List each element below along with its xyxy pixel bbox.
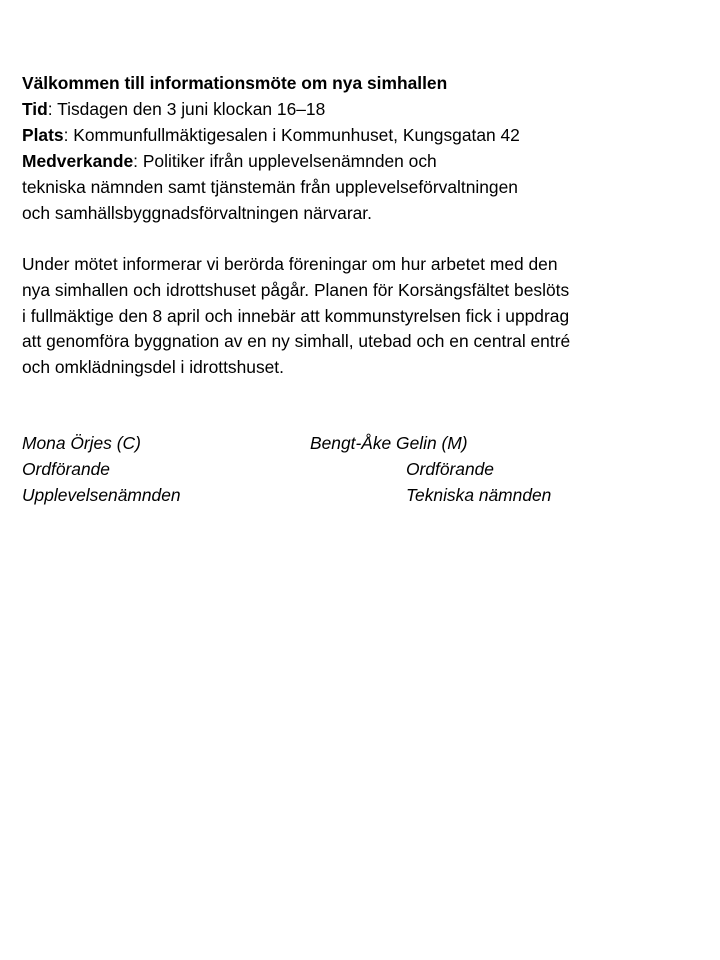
- body-line: att genomföra byggnation av en ny simhall, utebad och en central entré: [22, 331, 571, 351]
- participants-value-1: : Politiker ifrån upplevelsenämnden och: [133, 151, 437, 171]
- body-line: i fullmäktige den 8 april och innebär att kommunstyrelsen fick i uppdrag: [22, 306, 570, 326]
- time-line: [22, 99, 325, 119]
- time-label: Tid: [22, 99, 48, 119]
- signature-role-left: Ordförande: [22, 459, 110, 479]
- participants-line-2: tekniska nämnden samt tjänstemän från upplevelseförvaltningen: [22, 177, 518, 197]
- place-value: : Kommunfullmäktigesalen i Kommunhuset, Kungsgatan 42: [63, 125, 520, 145]
- participants-line-3: och samhällsbyggnadsförvaltningen närvarar.: [22, 203, 372, 223]
- body-line: nya simhallen och idrottshuset pågår. Planen för Korsängsfältet beslöts: [22, 280, 570, 300]
- signature-role-right: Ordförande: [406, 459, 494, 479]
- body-line: och omklädningsdel i idrottshuset.: [22, 357, 284, 377]
- signature-committee-left: Upplevelsenämnden: [22, 485, 181, 505]
- time-value: : Tisdagen den 3 juni klockan 16–18: [47, 99, 326, 119]
- signature-name-right: Bengt-Åke Gelin (M): [310, 433, 468, 453]
- place-label: Plats: [22, 125, 64, 145]
- signature-committee-right: Tekniska nämnden: [406, 485, 552, 505]
- signature-name-left: Mona Örjes (C): [22, 433, 141, 453]
- participants-label: Medverkande: [22, 151, 134, 171]
- place-line: [22, 125, 520, 145]
- document-title: Välkommen till informationsmöte om nya simhallen: [22, 73, 448, 93]
- body-line: Under mötet informerar vi berörda föreningar om hur arbetet med den: [22, 254, 558, 274]
- participants-line-1: [22, 151, 437, 171]
